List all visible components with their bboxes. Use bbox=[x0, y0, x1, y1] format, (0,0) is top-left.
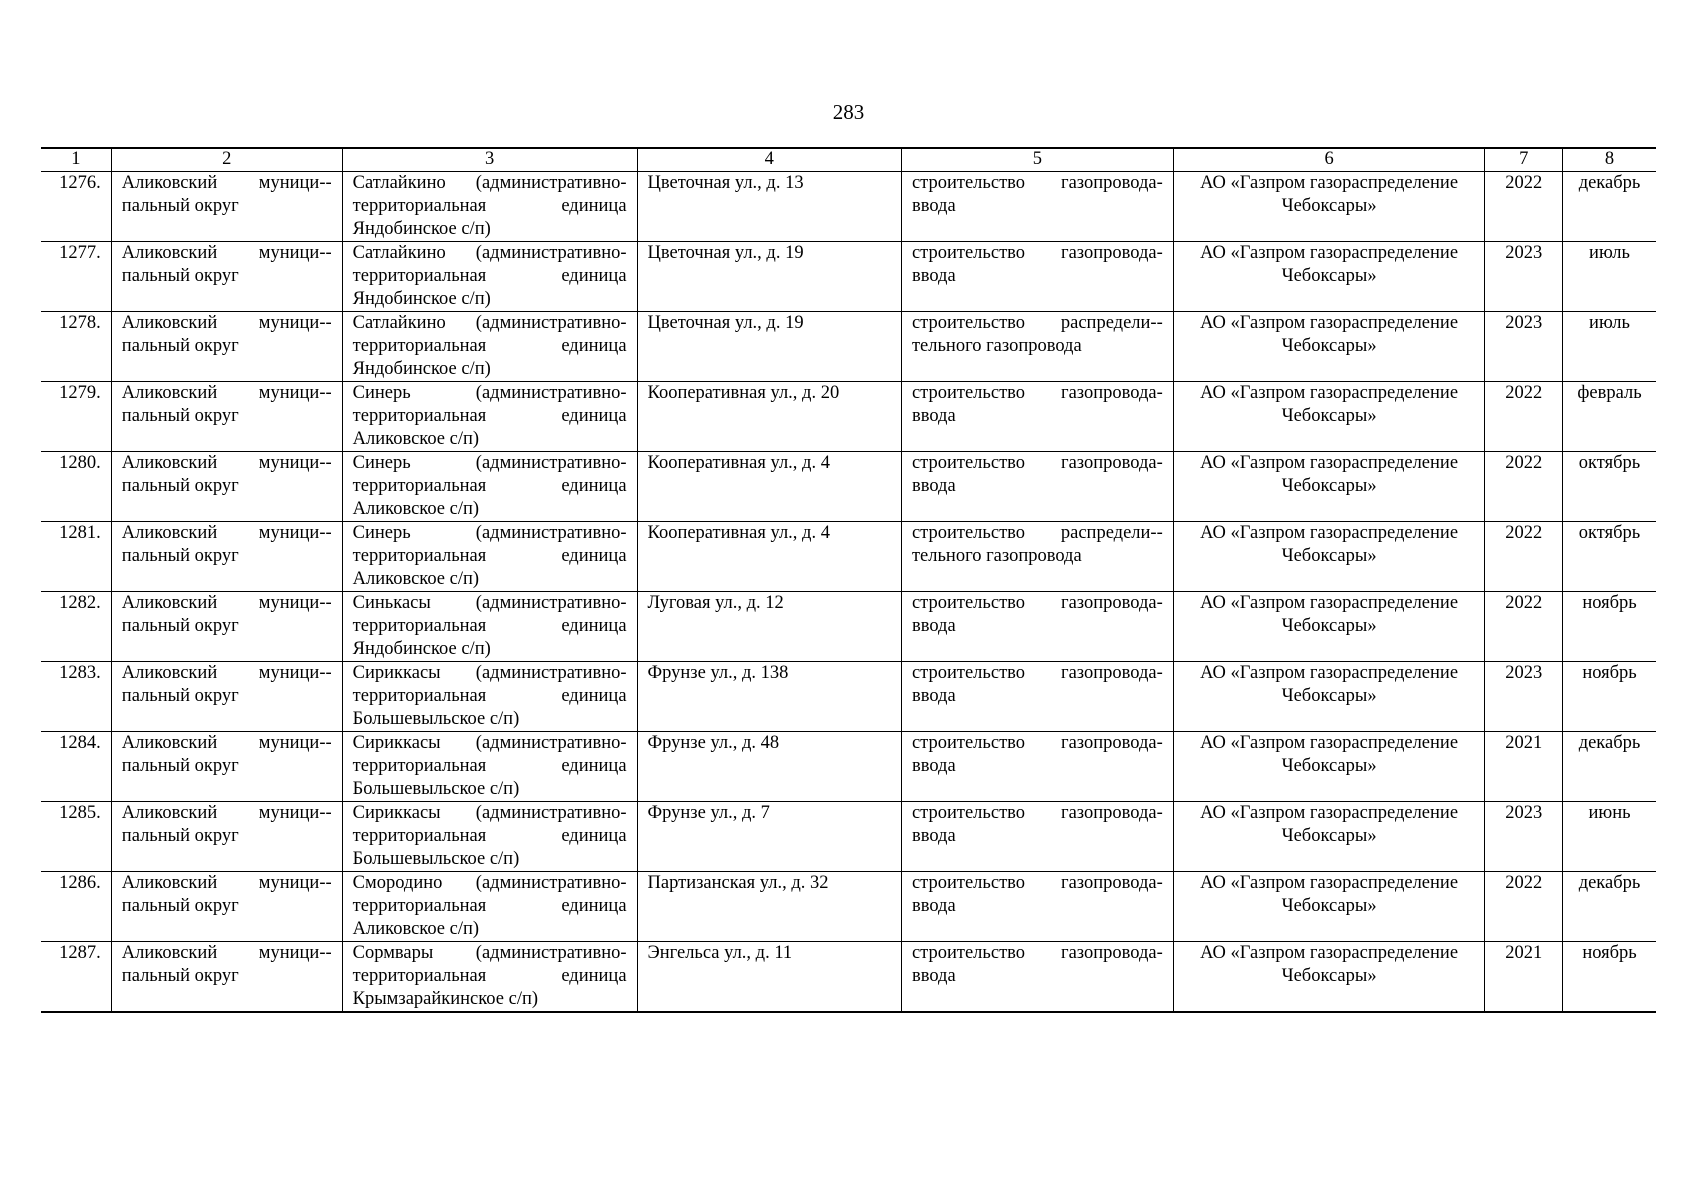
address-cell: Кооперативная ул., д. 4 bbox=[637, 522, 901, 592]
row-number: 1285. bbox=[41, 802, 111, 872]
address-cell: Фрунзе ул., д. 48 bbox=[637, 732, 901, 802]
row-number: 1282. bbox=[41, 592, 111, 662]
month-cell: октябрь bbox=[1563, 522, 1656, 592]
table-row bbox=[41, 802, 1656, 872]
organization-cell: АО «Газпром газораспределение Чебоксары» bbox=[1173, 872, 1485, 942]
column-header: 4 bbox=[637, 148, 901, 172]
district-cell: Аликовский муници-пальный округ bbox=[111, 872, 342, 942]
row-number: 1281. bbox=[41, 522, 111, 592]
table-row bbox=[41, 522, 1656, 592]
organization-cell: АО «Газпром газораспределение Чебоксары» bbox=[1173, 312, 1485, 382]
work-type-cell: строительство газопровода-ввода bbox=[901, 172, 1173, 242]
address-cell: Кооперативная ул., д. 20 bbox=[637, 382, 901, 452]
table-row bbox=[41, 872, 1656, 942]
column-header: 1 bbox=[41, 148, 111, 172]
month-cell: декабрь bbox=[1563, 732, 1656, 802]
work-type-cell: строительство газопровода-ввода bbox=[901, 452, 1173, 522]
address-cell: Цветочная ул., д. 13 bbox=[637, 172, 901, 242]
organization-cell: АО «Газпром газораспределение Чебоксары» bbox=[1173, 172, 1485, 242]
district-cell: Аликовский муници-пальный округ bbox=[111, 942, 342, 1013]
year-cell: 2022 bbox=[1485, 172, 1563, 242]
month-cell: октябрь bbox=[1563, 452, 1656, 522]
column-header: 6 bbox=[1173, 148, 1485, 172]
year-cell: 2022 bbox=[1485, 872, 1563, 942]
year-cell: 2023 bbox=[1485, 802, 1563, 872]
locality-cell: Синькасы (административно-территориальная единица Яндобинское с/п) bbox=[342, 592, 637, 662]
column-number-row bbox=[41, 148, 1656, 172]
organization-cell: АО «Газпром газораспределение Чебоксары» bbox=[1173, 592, 1485, 662]
address-cell: Кооперативная ул., д. 4 bbox=[637, 452, 901, 522]
work-type-cell: строительство газопровода-ввода bbox=[901, 662, 1173, 732]
work-type-cell: строительство газопровода-ввода bbox=[901, 382, 1173, 452]
year-cell: 2023 bbox=[1485, 312, 1563, 382]
district-cell: Аликовский муници-пальный округ bbox=[111, 802, 342, 872]
district-cell: Аликовский муници-пальный округ bbox=[111, 732, 342, 802]
column-header: 3 bbox=[342, 148, 637, 172]
district-cell: Аликовский муници-пальный округ bbox=[111, 172, 342, 242]
work-type-cell: строительство газопровода-ввода bbox=[901, 732, 1173, 802]
column-header: 2 bbox=[111, 148, 342, 172]
locality-cell: Синерь (административно-территориальная единица Аликовское с/п) bbox=[342, 522, 637, 592]
table-row bbox=[41, 662, 1656, 732]
month-cell: декабрь bbox=[1563, 872, 1656, 942]
row-number: 1279. bbox=[41, 382, 111, 452]
locality-cell: Сириккасы (административно-территориальная единица Большевыльское с/п) bbox=[342, 662, 637, 732]
address-cell: Цветочная ул., д. 19 bbox=[637, 242, 901, 312]
work-type-cell: строительство газопровода-ввода bbox=[901, 592, 1173, 662]
work-type-cell: строительство газопровода-ввода bbox=[901, 872, 1173, 942]
year-cell: 2021 bbox=[1485, 942, 1563, 1013]
table-body bbox=[41, 172, 1656, 1013]
organization-cell: АО «Газпром газораспределение Чебоксары» bbox=[1173, 662, 1485, 732]
organization-cell: АО «Газпром газораспределение Чебоксары» bbox=[1173, 452, 1485, 522]
district-cell: Аликовский муници-пальный округ bbox=[111, 312, 342, 382]
row-number: 1278. bbox=[41, 312, 111, 382]
address-cell: Фрунзе ул., д. 7 bbox=[637, 802, 901, 872]
district-cell: Аликовский муници-пальный округ bbox=[111, 242, 342, 312]
table-row bbox=[41, 942, 1656, 1013]
month-cell: февраль bbox=[1563, 382, 1656, 452]
district-cell: Аликовский муници-пальный округ bbox=[111, 592, 342, 662]
table-row bbox=[41, 172, 1656, 242]
gas-works-table bbox=[41, 147, 1656, 1013]
locality-cell: Сатлайкино (административно-территориальная единица Яндобинское с/п) bbox=[342, 312, 637, 382]
row-number: 1283. bbox=[41, 662, 111, 732]
work-type-cell: строительство газопровода-ввода bbox=[901, 942, 1173, 1013]
organization-cell: АО «Газпром газораспределение Чебоксары» bbox=[1173, 382, 1485, 452]
row-number: 1277. bbox=[41, 242, 111, 312]
table-row bbox=[41, 732, 1656, 802]
row-number: 1287. bbox=[41, 942, 111, 1013]
row-number: 1284. bbox=[41, 732, 111, 802]
locality-cell: Синерь (административно-территориальная единица Аликовское с/п) bbox=[342, 452, 637, 522]
month-cell: декабрь bbox=[1563, 172, 1656, 242]
column-header: 8 bbox=[1563, 148, 1656, 172]
organization-cell: АО «Газпром газораспределение Чебоксары» bbox=[1173, 942, 1485, 1013]
address-cell: Фрунзе ул., д. 138 bbox=[637, 662, 901, 732]
year-cell: 2021 bbox=[1485, 732, 1563, 802]
row-number: 1286. bbox=[41, 872, 111, 942]
organization-cell: АО «Газпром газораспределение Чебоксары» bbox=[1173, 522, 1485, 592]
table-row bbox=[41, 242, 1656, 312]
district-cell: Аликовский муници-пальный округ bbox=[111, 522, 342, 592]
organization-cell: АО «Газпром газораспределение Чебоксары» bbox=[1173, 732, 1485, 802]
work-type-cell: строительство газопровода-ввода bbox=[901, 242, 1173, 312]
year-cell: 2022 bbox=[1485, 452, 1563, 522]
month-cell: ноябрь bbox=[1563, 592, 1656, 662]
year-cell: 2022 bbox=[1485, 382, 1563, 452]
address-cell: Партизанская ул., д. 32 bbox=[637, 872, 901, 942]
row-number: 1280. bbox=[41, 452, 111, 522]
district-cell: Аликовский муници-пальный округ bbox=[111, 382, 342, 452]
locality-cell: Сормвары (административно-территориальная единица Крымзарайкинское с/п) bbox=[342, 942, 637, 1013]
work-type-cell: строительство газопровода-ввода bbox=[901, 802, 1173, 872]
address-cell: Луговая ул., д. 12 bbox=[637, 592, 901, 662]
organization-cell: АО «Газпром газораспределение Чебоксары» bbox=[1173, 242, 1485, 312]
address-cell: Энгельса ул., д. 11 bbox=[637, 942, 901, 1013]
month-cell: ноябрь bbox=[1563, 662, 1656, 732]
table-row bbox=[41, 452, 1656, 522]
year-cell: 2022 bbox=[1485, 592, 1563, 662]
column-header: 7 bbox=[1485, 148, 1563, 172]
page-number: 283 bbox=[832, 100, 865, 124]
table-row bbox=[41, 312, 1656, 382]
table-row bbox=[41, 382, 1656, 452]
locality-cell: Синерь (административно-территориальная единица Аликовское с/п) bbox=[342, 382, 637, 452]
column-header: 5 bbox=[901, 148, 1173, 172]
locality-cell: Смородино (административно-территориальная единица Аликовское с/п) bbox=[342, 872, 637, 942]
month-cell: июль bbox=[1563, 312, 1656, 382]
year-cell: 2023 bbox=[1485, 662, 1563, 732]
year-cell: 2023 bbox=[1485, 242, 1563, 312]
month-cell: июль bbox=[1563, 242, 1656, 312]
locality-cell: Сириккасы (административно-территориальная единица Большевыльское с/п) bbox=[342, 802, 637, 872]
row-number: 1276. bbox=[41, 172, 111, 242]
work-type-cell: строительство распредели-тельного газопровода bbox=[901, 522, 1173, 592]
district-cell: Аликовский муници-пальный округ bbox=[111, 662, 342, 732]
organization-cell: АО «Газпром газораспределение Чебоксары» bbox=[1173, 802, 1485, 872]
work-type-cell: строительство распредели-тельного газопровода bbox=[901, 312, 1173, 382]
address-cell: Цветочная ул., д. 19 bbox=[637, 312, 901, 382]
month-cell: ноябрь bbox=[1563, 942, 1656, 1013]
locality-cell: Сатлайкино (административно-территориальная единица Яндобинское с/п) bbox=[342, 242, 637, 312]
month-cell: июнь bbox=[1563, 802, 1656, 872]
locality-cell: Сириккасы (административно-территориальная единица Большевыльское с/п) bbox=[342, 732, 637, 802]
locality-cell: Сатлайкино (административно-территориальная единица Яндобинское с/п) bbox=[342, 172, 637, 242]
table-row bbox=[41, 592, 1656, 662]
district-cell: Аликовский муници-пальный округ bbox=[111, 452, 342, 522]
year-cell: 2022 bbox=[1485, 522, 1563, 592]
